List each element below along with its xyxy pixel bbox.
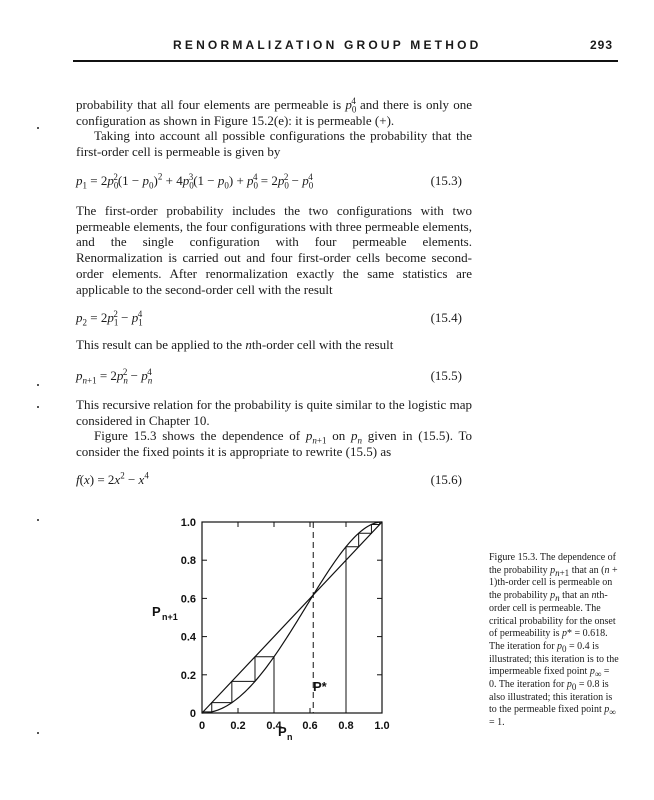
paragraph-configurations: Taking into account all possible configurations the probability that the first-order cell is permeable is given by <box>76 128 472 160</box>
diagonal-line <box>202 522 382 713</box>
paragraph-recursive: This recursive relation for the probability is quite similar to the logistic map considered in Chapter 10. Figure 15.3 shows the dependence of $p_{n+1}$ on $p_n$ given in (15.5). To consider the fixed points it is appropriate to rewrite (15.5) as <box>76 397 473 460</box>
y-tick-label: 0.6 <box>180 593 196 606</box>
margin-mark <box>37 519 39 521</box>
y-tick-label: 0 <box>189 708 196 720</box>
y-tick-label: 0.8 <box>180 555 196 568</box>
y-axis-title-sub: n+1 <box>162 612 178 622</box>
equation-15-5: $p_{n+1} = 2p_n^2 - p_n^4$ (15.5) <box>76 366 462 386</box>
running-head: RENORMALIZATION GROUP METHOD <box>173 38 482 52</box>
y-tick-label: 0.4 <box>180 631 196 644</box>
page-number: 293 <box>590 38 614 52</box>
p-star-label: P* <box>313 679 327 694</box>
x-axis-title-sub: n <box>287 732 293 742</box>
y-tick-label: 1.0 <box>180 517 196 529</box>
x-tick-label: 0.8 <box>338 720 354 732</box>
y-tick-label: 0.2 <box>180 669 196 682</box>
cobweb-iteration <box>346 522 382 713</box>
margin-mark <box>37 732 39 734</box>
paragraph-nth-order: This result can be applied to the nth-order cell with the result <box>76 337 394 352</box>
margin-mark <box>37 406 39 408</box>
header-rule <box>73 60 618 62</box>
margin-mark <box>37 127 39 129</box>
x-tick-label: 0.6 <box>302 720 318 732</box>
cobweb-iteration <box>202 657 274 713</box>
figure-caption: Figure 15.3. The dependence of the probability $p_{n+1}$ that an (n + 1)th-order cell is permeable on the probability $p_n$ that an nth-order cell is permeable. The critical probability for the onset of permeability is p* = 0.618. The iteration for $p_0 = 0.4$ is illustrated; this iteration is to the impermeable fixed point $p_\infty = 0$. The iteration for $p_0 = 0.8$ is also illustrated; this iteration is to the permeable fixed point $p_\infty = 1$. <box>489 552 619 729</box>
x-tick-label: 0 <box>198 720 206 732</box>
figure-15-3-chart <box>150 505 410 755</box>
paragraph-first-order: The first-order probability includes the two configurations with two permeable elements, the four configurations with three permeable elements, and the single configuration with four permeable elements. Renormalization is carried out and four first-order cells become second-order elements. After renormalization exactly the same statistics are applicable to the second-order cell with the result <box>76 203 472 297</box>
x-axis-title: P <box>278 724 287 739</box>
equation-15-3: $p_1 = 2p_0^2(1 - p_0)^2 + 4p_0^3(1 - p_0) + p_0^4 = 2p_0^2 - p_0^4$ (15.3) <box>76 171 462 191</box>
paragraph-intro: probability that all four elements are permeable is $p_0^4$ and there is only one configuration as shown in Figure 15.2(e): it is permeable (+). Taking into account all possible configurations the probability that the first-order cell is permeable is given by <box>76 95 472 160</box>
equation-15-6: $f(x) = 2x^2 - x^4$ (15.6) <box>76 470 462 487</box>
x-tick-label: 0.2 <box>230 720 246 732</box>
x-tick-label: 1.0 <box>374 720 390 732</box>
margin-mark <box>37 384 39 386</box>
equation-15-4: $p_2 = 2p_1^2 - p_1^4$ (15.4) <box>76 308 462 328</box>
x-tick-label: 0.4 <box>266 720 282 732</box>
y-axis-title: P <box>152 604 161 619</box>
